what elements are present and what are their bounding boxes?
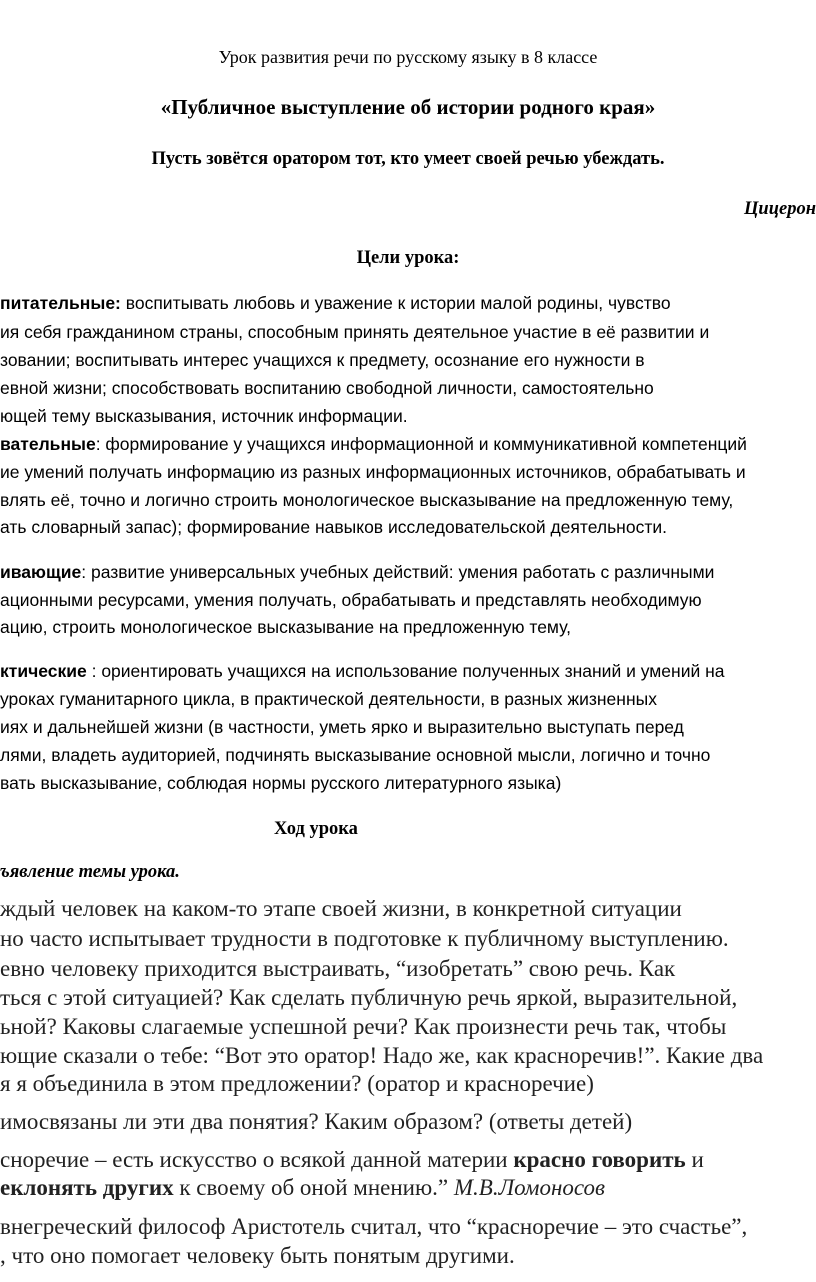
goal-label: вательные: [0, 434, 96, 454]
text-line: но часто испытывает трудности в подготовке к публичному выступлению.: [0, 926, 729, 951]
goals-heading: Цели урока:: [356, 248, 460, 268]
text-line: иях и дальнейшей жизни (в частности, уметь ярко и выразительно выступать перед: [0, 717, 684, 737]
text-line: , что оно помогает человеку быть понятым другими.: [0, 1243, 515, 1268]
text-line: лями, владеть аудиторией, подчинять высказывание основной мысли, логично и точно: [0, 745, 711, 765]
text-line: внегреческий философ Аристотель считал, что “красноречие – это счастье”,: [0, 1214, 748, 1239]
goal-text: : ориентировать учащихся на использование полученных знаний и умений на: [86, 661, 725, 681]
text-line: ационными ресурсами, умения получать, обрабатывать и представлять необходимую: [0, 590, 702, 610]
text-line: ьной? Каковы слагаемые успешной речи? Как произнести речь так, чтобы: [0, 1014, 727, 1039]
quote-text: и: [685, 1147, 704, 1172]
text-line: ться с этой ситуацией? Как сделать публичную речь яркой, выразительной,: [0, 985, 738, 1010]
goal-text: : формирование у учащихся информационной и коммуникативной компетенций: [95, 434, 747, 454]
goal-practical-line: [0, 661, 725, 682]
text-line: имосвязаны ли эти два понятия? Каким образом? (ответы детей): [0, 1109, 633, 1134]
text-line: я я объединила в этом предложении? (оратор и красноречие): [0, 1071, 594, 1096]
goal-label: питательные:: [0, 293, 121, 313]
text-line: ющей тему высказывания, источник информации.: [0, 406, 408, 426]
epigraph-author: Цицерон: [744, 199, 816, 219]
text-line: уроках гуманитарного цикла, в практической деятельности, в разных жизненных: [0, 689, 657, 709]
lesson-line: Урок развития речи по русскому языку в 8 классе: [218, 47, 598, 67]
text-line: ать словарный запас); формирование навыков исследовательской деятельности.: [0, 517, 667, 537]
quote-text: к своему об оной мнению.”: [173, 1175, 454, 1200]
page-title: «Публичное выступление об истории родного края»: [160, 95, 656, 119]
quote-bold: красно говорить: [513, 1147, 686, 1172]
text-line: вать высказывание, соблюдая нормы русского литературного языка): [0, 773, 562, 793]
goal-developing-line: [0, 562, 714, 583]
goal-label: ивающие: [0, 562, 82, 582]
text-line: зовании; воспитывать интерес учащихся к предмету, осознание его нужности в: [0, 350, 645, 370]
quote-bold: еклонять других: [0, 1175, 174, 1200]
goal-teaching-line: [0, 434, 747, 455]
text-line: ацию, строить монологическое высказывание на предложенную тему,: [0, 617, 572, 637]
course-heading: Ход урока: [274, 819, 358, 839]
goal-label: ктические: [0, 661, 87, 681]
course-subheading: ъявление темы урока.: [0, 862, 180, 882]
quote-text: сноречие – есть искусство о всякой данной материи: [0, 1147, 514, 1172]
text-line: ющие сказали о тебе: “Вот это оратор! Надо же, как красноречив!”. Какие два: [0, 1043, 764, 1068]
goal-educational-line: [0, 293, 671, 314]
text-line: ия себя гражданином страны, способным принять деятельное участие в её развитии и: [0, 322, 710, 342]
goal-text: : развитие универсальных учебных действий: умения работать с различными: [81, 562, 715, 582]
text-line: евной жизни; способствовать воспитанию свободной личности, самостоятельно: [0, 378, 654, 398]
epigraph: Пусть зовётся оратором тот, кто умеет своей речью убеждать.: [151, 149, 665, 169]
goal-text: воспитывать любовь и уважение к истории малой родины, чувство: [120, 293, 671, 313]
text-line: евно человеку приходится выстраивать, “изобретать” свою речь. Как: [0, 956, 676, 981]
text-line: ие умений получать информацию из разных информационных источников, обрабатывать и: [0, 462, 746, 482]
text-line: влять её, точно и логично строить монологическое высказывание на предложенную тему,: [0, 490, 734, 510]
text-line: ждый человек на каком-то этапе своей жизни, в конкретной ситуации: [0, 896, 682, 921]
quote-author: М.В.Ломоносов: [453, 1175, 605, 1200]
quote-line: [0, 1147, 704, 1173]
quote-line: [0, 1175, 605, 1201]
